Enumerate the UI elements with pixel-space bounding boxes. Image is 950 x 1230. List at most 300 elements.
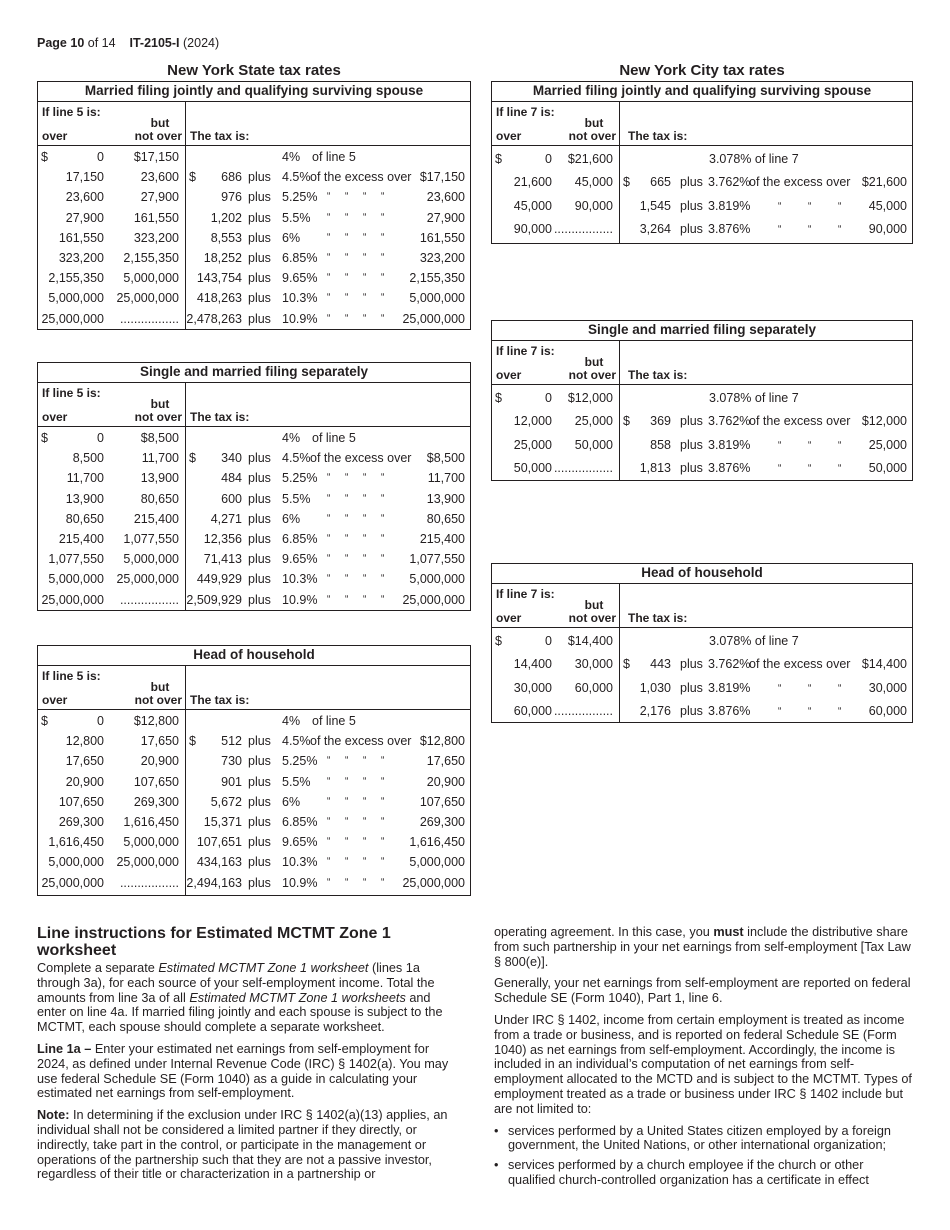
ditto-mark: “ <box>345 775 349 787</box>
column-header-if: If line 7 is: <box>496 587 555 601</box>
ditto-mark: “ <box>345 251 349 263</box>
ditto-mark: “ <box>327 553 331 565</box>
page-total: of 14 <box>87 36 116 50</box>
instructions-right <box>494 925 914 1193</box>
threshold-value: $8,500 <box>426 451 465 466</box>
plus-label: plus <box>248 875 271 890</box>
plus-label: plus <box>248 814 271 829</box>
not-over-value: 107,650 <box>133 774 179 789</box>
threshold-value: 25,000,000 <box>402 311 465 326</box>
plus-label: plus <box>248 531 271 546</box>
rate-value: 4.5% <box>282 170 311 185</box>
base-tax: 2,494,163 <box>186 875 242 890</box>
plus-label: plus <box>680 437 703 452</box>
dollar-sign: $ <box>189 451 196 466</box>
over-value: 1,077,550 <box>48 552 104 567</box>
base-tax: 730 <box>221 754 242 769</box>
ditto-mark: “ <box>808 706 812 718</box>
base-tax: 1,030 <box>639 680 671 695</box>
threshold-value: 25,000,000 <box>402 875 465 890</box>
threshold-value: 11,700 <box>427 471 465 486</box>
not-over-value: 161,550 <box>133 210 179 225</box>
not-over-value: 25,000,000 <box>116 572 179 587</box>
excess-label: of the excess over <box>749 175 851 190</box>
over-value: 5,000,000 <box>48 572 104 587</box>
table-caption: Single and married filing separately <box>492 321 912 341</box>
ditto-mark: “ <box>327 755 331 767</box>
over-value: 12,000 <box>513 414 552 429</box>
over-value: 27,900 <box>65 210 104 225</box>
instructions-left <box>37 925 457 1189</box>
rate-value: 4% <box>282 714 301 728</box>
ditto-mark: “ <box>363 573 367 585</box>
table-row <box>38 751 470 771</box>
table-body <box>492 385 912 481</box>
not-over-value: 1,077,550 <box>123 531 179 546</box>
nyc-table-single <box>491 320 913 481</box>
over-value: 13,900 <box>65 491 104 506</box>
rate-value: 3.819% <box>708 198 751 213</box>
table-caption: Head of household <box>38 646 470 666</box>
line-1a-paragraph: Line 1a – Enter your estimated net earnings from self-employment for 2024, as defined under Internal Revenue Code (IRC) § 1402(a). You may use federal Schedule SE (Form 1040) as a guide in calculating your estimated net earnings from self-employment. <box>37 1041 449 1101</box>
ditto-mark: “ <box>381 775 385 787</box>
table-row <box>38 187 470 207</box>
not-over-value: 60,000 <box>574 680 613 695</box>
column-header-not-over: not over <box>568 129 616 143</box>
threshold-value: 25,000 <box>868 437 907 452</box>
over-value: 2,155,350 <box>48 271 104 286</box>
rate-value: 3.819% <box>708 437 751 452</box>
not-over-value: 25,000,000 <box>116 291 179 306</box>
over-value: 0 <box>545 391 552 405</box>
over-value: 11,700 <box>66 471 104 486</box>
not-over-value: ................. <box>553 461 613 476</box>
ditto-mark: “ <box>808 200 812 212</box>
over-value: 0 <box>545 634 552 648</box>
nyc-table-married-joint <box>491 81 913 244</box>
base-tax: 1,813 <box>639 461 671 476</box>
plus-label: plus <box>248 511 271 526</box>
page-header <box>37 36 219 50</box>
base-tax: 107,651 <box>196 835 242 850</box>
table-row <box>38 448 470 468</box>
over-value: 17,650 <box>65 754 104 769</box>
table-row <box>38 309 470 329</box>
excess-label: of the excess over <box>310 451 412 466</box>
column-header-tax: The tax is: <box>628 611 688 625</box>
ditto-mark: “ <box>778 706 782 718</box>
ditto-mark: “ <box>808 439 812 451</box>
plus-label: plus <box>248 170 271 185</box>
rate-value: 6% <box>282 511 301 526</box>
dollar-sign: $ <box>41 714 48 728</box>
ditto-mark: “ <box>345 815 349 827</box>
plus-label: plus <box>248 210 271 225</box>
ditto-mark: “ <box>778 200 782 212</box>
over-value: 12,800 <box>65 734 104 749</box>
rate-value: 5.5% <box>282 774 311 789</box>
column-header-tax: The tax is: <box>190 410 250 424</box>
base-tax: 512 <box>221 734 242 749</box>
irc-1402-paragraph: Under IRC § 1402, income from certain employment is treated as income from a trade or business, and is reported on federal Schedule SE (Form 1040) as net earnings from self-employment. Accordingly, the income is included in an individual’s computation of net earnings from self-employment allocated to the MCTD and is subject to the MCTMT. Types of employment treated as a trade or business under IRC § 1402 include but are not limited to: <box>494 1012 912 1116</box>
ditto-mark: “ <box>381 191 385 203</box>
not-over-value: 2,155,350 <box>123 250 179 265</box>
plus-label: plus <box>680 222 703 237</box>
over-value: 17,150 <box>65 170 104 185</box>
threshold-value: 107,650 <box>419 794 465 809</box>
threshold-value: 80,650 <box>426 511 465 526</box>
threshold-value: 90,000 <box>868 222 907 237</box>
schedule-se-paragraph: Generally, your net earnings from self-employment are reported on federal Schedule SE (Form 1040), Part 1, line 6. <box>494 976 911 1006</box>
plus-label: plus <box>248 311 271 326</box>
page-number: 10 <box>70 36 85 50</box>
ditto-mark: “ <box>345 472 349 484</box>
threshold-value: 60,000 <box>868 704 907 719</box>
ditto-mark: “ <box>327 512 331 524</box>
ditto-mark: “ <box>327 815 331 827</box>
ditto-mark: “ <box>327 593 331 605</box>
threshold-value: 5,000,000 <box>409 291 465 306</box>
over-value: 1,616,450 <box>48 835 104 850</box>
table-header <box>38 383 470 427</box>
table-row <box>38 288 470 308</box>
instructions-intro: Complete a separate Estimated MCTMT Zone 1 worksheet (lines 1a through 3a), for each source of your self-employment income. Total the amounts from line 3a of all Estimated MCTMT Zone 1 worksheets and enter on line 4a. If married filing jointly and each spouse is subject to the MCTMT, each spouse should complete a separate worksheet. <box>37 961 443 1035</box>
over-value: 20,900 <box>65 774 104 789</box>
column-header-over: over <box>496 129 522 143</box>
rate-value: 10.3% <box>282 291 318 306</box>
plus-label: plus <box>680 704 703 719</box>
column-header-if: If line 7 is: <box>496 105 555 119</box>
table-row <box>492 148 912 171</box>
ditto-mark: “ <box>345 211 349 223</box>
dollar-sign: $ <box>189 170 196 185</box>
not-over-value: 11,700 <box>141 451 179 466</box>
column-header-but: but <box>150 116 170 130</box>
ditto-mark: “ <box>778 463 782 475</box>
rate-value: 3.762% <box>708 657 751 672</box>
column-header-not-over: not over <box>134 693 182 707</box>
ditto-mark: “ <box>381 532 385 544</box>
rate-value: 9.65% <box>282 552 318 567</box>
column-header-not-over: not over <box>134 410 182 424</box>
ditto-mark: “ <box>327 231 331 243</box>
table-body <box>492 146 912 242</box>
table-body <box>492 628 912 724</box>
ditto-mark: “ <box>381 292 385 304</box>
base-tax: 15,371 <box>203 814 242 829</box>
ditto-mark: “ <box>381 512 385 524</box>
ditto-mark: “ <box>345 795 349 807</box>
rate-value: 4.5% <box>282 734 311 749</box>
table-row <box>38 529 470 549</box>
ditto-mark: “ <box>345 755 349 767</box>
rate-value: 3.876% <box>708 461 751 476</box>
table-row <box>492 195 912 218</box>
nyc-title: New York City tax rates <box>619 62 785 79</box>
ditto-mark: “ <box>345 593 349 605</box>
table-row <box>38 569 470 589</box>
ditto-mark: “ <box>381 876 385 888</box>
excess-label: of the excess over <box>310 170 412 185</box>
table-row <box>492 653 912 676</box>
plus-label: plus <box>248 774 271 789</box>
nyc-table-head-of-household <box>491 563 913 723</box>
dollar-sign: $ <box>495 391 502 405</box>
base-tax: 665 <box>650 175 671 190</box>
over-value: 21,600 <box>513 175 552 190</box>
table-header <box>492 341 912 385</box>
rate-value: 5.25% <box>282 190 318 205</box>
ditto-mark: “ <box>808 224 812 236</box>
plus-label: plus <box>248 855 271 870</box>
not-over-value: ................. <box>553 704 613 719</box>
ditto-mark: “ <box>381 472 385 484</box>
not-over-value: 20,900 <box>140 754 179 769</box>
rate-value: 6% <box>282 794 301 809</box>
over-value: 23,600 <box>65 190 104 205</box>
column-header-but: but <box>150 680 170 694</box>
not-over-value: $12,000 <box>567 391 613 405</box>
rate-value: 10.9% <box>282 875 318 890</box>
ditto-mark: “ <box>778 682 782 694</box>
table-row <box>38 852 470 872</box>
over-value: 25,000,000 <box>41 875 104 890</box>
table-caption: Single and married filing separately <box>38 363 470 383</box>
threshold-value: $14,400 <box>861 657 907 672</box>
not-over-value: 25,000,000 <box>116 855 179 870</box>
base-tax: 434,163 <box>196 855 242 870</box>
nys-table-married-joint <box>37 81 471 330</box>
column-header-over: over <box>42 129 68 143</box>
ditto-mark: “ <box>345 856 349 868</box>
excess-label: of the excess over <box>310 734 412 749</box>
rate-value: 3.078% of line 7 <box>709 152 799 166</box>
over-value: 25,000 <box>513 437 552 452</box>
ditto-mark: “ <box>327 272 331 284</box>
base-tax: 8,553 <box>210 230 242 245</box>
threshold-value: 215,400 <box>419 531 465 546</box>
table-header <box>38 102 470 146</box>
over-value: 25,000,000 <box>41 311 104 326</box>
not-over-value: 323,200 <box>133 230 179 245</box>
table-row <box>38 832 470 852</box>
not-over-value: 90,000 <box>574 198 613 213</box>
over-value: 25,000,000 <box>41 592 104 607</box>
not-over-value: $17,150 <box>133 150 179 164</box>
column-header-over: over <box>496 368 522 382</box>
ditto-mark: “ <box>327 795 331 807</box>
ditto-mark: “ <box>363 836 367 848</box>
operating-agreement-paragraph: operating agreement. In this case, you must include the distributive share from such partnership in your net earnings from self-employment [Tax Law § 800(e)]. <box>494 925 911 969</box>
table-row <box>38 167 470 187</box>
over-value: 323,200 <box>58 250 104 265</box>
ditto-mark: “ <box>327 876 331 888</box>
ditto-mark: “ <box>327 211 331 223</box>
threshold-value: 25,000,000 <box>402 592 465 607</box>
base-tax: 340 <box>221 451 242 466</box>
not-over-value: 80,650 <box>140 491 179 506</box>
ditto-mark: “ <box>363 472 367 484</box>
table-row <box>38 873 470 893</box>
nys-table-head-of-household <box>37 645 471 896</box>
rate-value: 5.25% <box>282 471 318 486</box>
rate-value: 5.25% <box>282 754 318 769</box>
threshold-value: 17,650 <box>426 754 465 769</box>
dollar-sign: $ <box>189 734 196 749</box>
ditto-mark: “ <box>345 492 349 504</box>
ditto-mark: “ <box>381 856 385 868</box>
column-header-tax: The tax is: <box>190 693 250 707</box>
table-row <box>38 147 470 167</box>
dollar-sign: $ <box>41 431 48 445</box>
plus-label: plus <box>248 190 271 205</box>
excess-label: of the excess over <box>749 657 851 672</box>
threshold-value: 13,900 <box>426 491 465 506</box>
ditto-mark: “ <box>363 312 367 324</box>
ditto-mark: “ <box>327 472 331 484</box>
base-tax: 143,754 <box>196 271 242 286</box>
page-label: Page <box>37 36 67 50</box>
ditto-mark: “ <box>345 532 349 544</box>
plus-label: plus <box>248 271 271 286</box>
ditto-mark: “ <box>381 795 385 807</box>
ditto-mark: “ <box>363 532 367 544</box>
ditto-mark: “ <box>381 593 385 605</box>
over-value: 5,000,000 <box>48 291 104 306</box>
base-tax: 5,672 <box>210 794 242 809</box>
threshold-value: 23,600 <box>426 190 465 205</box>
ditto-mark: “ <box>363 775 367 787</box>
threshold-value: 30,000 <box>868 680 907 695</box>
not-over-value: ................. <box>119 311 179 326</box>
dollar-sign: $ <box>41 150 48 164</box>
ditto-mark: “ <box>838 224 842 236</box>
table-row <box>492 218 912 241</box>
column-header-if: If line 7 is: <box>496 344 555 358</box>
table-row <box>492 630 912 653</box>
ditto-mark: “ <box>345 573 349 585</box>
table-caption: Head of household <box>492 564 912 584</box>
table-header <box>492 584 912 628</box>
ditto-mark: “ <box>363 795 367 807</box>
column-header-if: If line 5 is: <box>42 386 101 400</box>
ditto-mark: “ <box>327 251 331 263</box>
employment-types-list <box>494 1124 914 1188</box>
rate-value: 4% <box>282 431 301 445</box>
base-tax: 1,545 <box>639 198 671 213</box>
table-body <box>38 427 470 610</box>
base-tax: 418,263 <box>196 291 242 306</box>
table-row <box>492 677 912 700</box>
ditto-mark: “ <box>345 876 349 888</box>
ditto-mark: “ <box>363 512 367 524</box>
not-over-value: 5,000,000 <box>123 835 179 850</box>
ditto-mark: “ <box>363 492 367 504</box>
threshold-value: $12,000 <box>861 414 907 429</box>
rate-value: 6% <box>282 230 301 245</box>
not-over-value: 269,300 <box>133 794 179 809</box>
over-value: 161,550 <box>58 230 104 245</box>
threshold-value: 5,000,000 <box>409 572 465 587</box>
not-over-value: 23,600 <box>140 170 179 185</box>
ditto-mark: “ <box>327 532 331 544</box>
ditto-mark: “ <box>381 211 385 223</box>
plus-label: plus <box>680 461 703 476</box>
base-tax: 369 <box>650 414 671 429</box>
excess-label: of the excess over <box>749 414 851 429</box>
ditto-mark: “ <box>381 272 385 284</box>
ditto-mark: “ <box>363 755 367 767</box>
column-header-but: but <box>584 116 604 130</box>
column-header-but: but <box>584 598 604 612</box>
plus-label: plus <box>248 552 271 567</box>
ditto-mark: “ <box>363 191 367 203</box>
ditto-mark: “ <box>345 292 349 304</box>
ditto-mark: “ <box>838 439 842 451</box>
ditto-mark: “ <box>363 593 367 605</box>
not-over-value: 215,400 <box>133 511 179 526</box>
base-tax: 686 <box>221 170 242 185</box>
base-tax: 1,202 <box>210 210 242 225</box>
ditto-mark: “ <box>381 815 385 827</box>
of-line: of line 5 <box>312 714 356 728</box>
rate-value: 4.5% <box>282 451 311 466</box>
base-tax: 71,413 <box>203 552 242 567</box>
table-row <box>38 549 470 569</box>
of-line: of line 5 <box>312 431 356 445</box>
not-over-value: 45,000 <box>574 175 613 190</box>
rate-value: 5.5% <box>282 210 311 225</box>
column-header-but: but <box>150 397 170 411</box>
threshold-value: 1,616,450 <box>409 835 465 850</box>
rate-value: 6.85% <box>282 250 318 265</box>
table-row <box>38 208 470 228</box>
column-header-but: but <box>584 355 604 369</box>
ditto-mark: “ <box>381 553 385 565</box>
not-over-value: 17,650 <box>140 734 179 749</box>
over-value: 269,300 <box>58 814 104 829</box>
not-over-value: 50,000 <box>574 437 613 452</box>
ditto-mark: “ <box>327 492 331 504</box>
table-body <box>38 710 470 893</box>
rate-value: 5.5% <box>282 491 311 506</box>
rate-value: 6.85% <box>282 531 318 546</box>
ditto-mark: “ <box>381 492 385 504</box>
threshold-value: $12,800 <box>419 734 465 749</box>
table-row <box>38 248 470 268</box>
not-over-value: ................. <box>553 222 613 237</box>
threshold-value: 5,000,000 <box>409 855 465 870</box>
plus-label: plus <box>680 414 703 429</box>
rate-value: 3.762% <box>708 175 751 190</box>
not-over-value: 25,000 <box>574 414 613 429</box>
threshold-value: 20,900 <box>426 774 465 789</box>
plus-label: plus <box>248 592 271 607</box>
over-value: 0 <box>545 152 552 166</box>
rate-value: 3.819% <box>708 680 751 695</box>
table-caption: Married filing jointly and qualifying surviving spouse <box>492 82 912 102</box>
ditto-mark: “ <box>345 191 349 203</box>
column-header-not-over: not over <box>568 611 616 625</box>
nys-table-single <box>37 362 471 611</box>
not-over-value: 5,000,000 <box>123 271 179 286</box>
base-tax: 12,356 <box>203 531 242 546</box>
over-value: 45,000 <box>513 198 552 213</box>
ditto-mark: “ <box>838 200 842 212</box>
base-tax: 600 <box>221 491 242 506</box>
list-item: • services performed by a church employee if the church or other qualified church-controlled organization has a certificate in effect <box>494 1158 914 1188</box>
table-row <box>492 434 912 457</box>
